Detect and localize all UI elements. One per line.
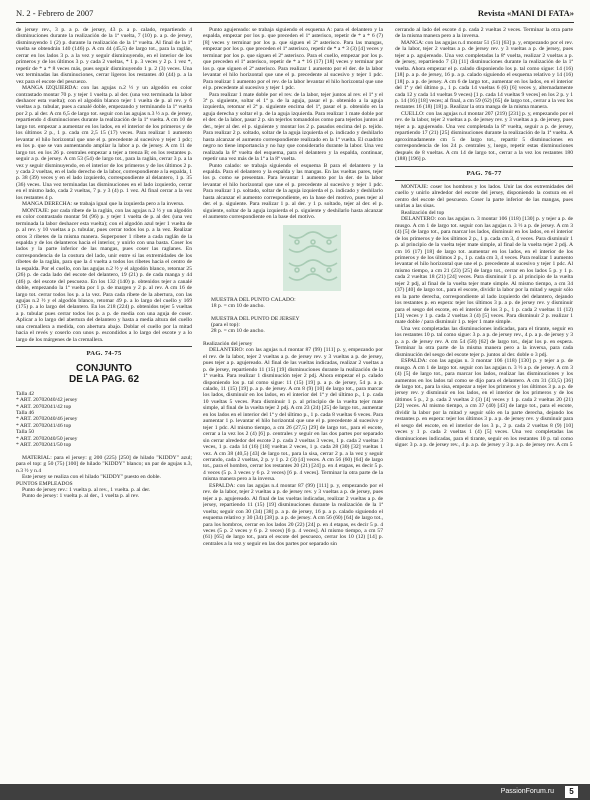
size-label: Talla 42: [16, 390, 35, 397]
paragraph: MONTAJE: coser los hombros y los lados. Unir las dos extremidades del cuello y unirlo alrededor del escote del jersey, disponiendo la costura en el centro del escote del pescuezo. Coser la parte inferior de las mangas, pues unirlas a las sisas.: [395, 183, 573, 210]
article-code: * ART. 20702040/50 jersey: [16, 435, 78, 442]
issue-date: N. 2 - Febrero de 2007: [16, 8, 94, 18]
size-label: Talla 46: [16, 410, 35, 417]
page-header: [16, 8, 574, 22]
paragraph: ESPALDA: con las agujas n. 3 montar 106 (118) [130] p. y tejer a p. de musgo. A cm 1 de largo tot. seguir con las agujas n. 3 ½ a p. de jersey. A cm 3 (4) [5] de largo tot., para marcar los lados, realizar las disminuciones y los aumentos en los lados tal como se dijo para el delantero. A cm 31 (33,5) [36] de largo tot., para la sisa, empezar a tejer los primeros y los últimos 3 p. a p. de jersey rev. y disminuir en los lados, en el interior de los primeros y de los últimos 5 p., 2 p. cada 2 vueltas 2 (3) [4] veces y 1 p. cada 2 vueltas 20 (21) [22] veces. Al mismo tiempo, a cm 37 (40) [43] de largo tot., para el escote, dividir la labor por la mitad y seguir sólo en la parte derecha, dejando los restantes p. en espera: tejer los últimos 3 p. a p. de jersey rev. y disminuir para el sesgo del escote, en el interior de los 3 p., 2 p. cada 2 vueltas 8 (9) [10] veces y 1 p. cada 2 vueltas 1 (4) [5] veces. Una vez completadas las disminuciones indicadas, para el tirante, seguir en los restantes 10 p. tal como sigue: 3 p. a p. de jersey rev., 4 p. a p. de jersey y 3 p. a p. de jersey rev. A cm 5: [395, 358, 573, 449]
paragraph: Para realizar 1 mate doble por el rev. de la labor, tejer juntos al rev. el 1ª y el 3ª p. siguiente, soltar el 1ª p. de la aguja, pasar el p. obtenido a la aguja izquierda, retomar el 2ª p. siguiente encima del 1ª, pasar el p. obtenido en la aguja derecha y soltar el p. de la aguja izquierda. Para realizar 1 mate doble por el der. de la labor, pasar 2 p. sin tejerlos tomandolos como para tejerlos juntos al der., tejer al der. el p. siguiente y montar los 2 p. pasados encima del p. tejido. Para realizar 2 p. soltado, soltar de la aguja izquierda el p. indicado y deshilarlo hasta alcanzar el aumento correspondiente realizado en la 1ª vuelta. El cuadrito negro no tiene importancia y no hay que considerarlo durante la labor. Una vez realizada la 8ª vuelta del esquema, para el delantero y la espalda, continuar, repetir una vez más de la 1ª a la 8ª vuelta.: [203, 91, 383, 163]
size-list: [16, 391, 192, 449]
paragraph: MONTAJE: por cada ribete de la raglán, con las agujas n.2 ½ y un algodón en color contrastado montar 94 (96) p. y tejer 1 vuelta de p. al der. (una vez terminada la labor deshacer esta vuelta); con el algodón azul tejer 1 vuelta de p. al rev. y 10 vueltas a p. tubular, pues cerrar todos los p. a la vez. Realizar otros 3 ribetes de la misma manera. Superponer 1 ribete a cada raglán de la espalda y de los delanteros hacia el interior, y unirlo con una basta. Coser los lados y la parte inferior de las mangas, pues coser las raglanes. En correspondencia de la costura del lado, unir entre sí las extremidades de los ribetes de la raglán, para que la 4 vuelta a todos los ribetes hacia el centro de la espalda. Por el cuello, con las agujas n.2 ½ y el algodón blanco, retomar 25 (26) p. de cada lado del escote del delantero, 19 (21) p. de cada manga y 44 (46) p. del escote del pescuezo. En los 132 (140) p. obtenidos tejer a canalé doble, empezando la 1ª vuelta por 1 p. de margen y 2 p. al rev. A cm 16 de largo tot. cerrar todos los p. a la vez. Para cada ribete de la abertura, con las agujas n.2 ½ y el algodón blanco, retomar 49 p. a lo largo del cuello y 169 (175) p. a lo largo del delantero. En los 218 (224) p. obtenidos tejer 5 vueltas a p. tubular pues cerrar todos los p. a p. de media con una aguja de coser. Aplicar a lo largo del abertura del delantero y hasta a media altura del cuello una cremallera a medida, con abertura abajo. Doblar el cuello por la mitad hacia el revés y coserlo con unos p. escondidos a lo largo del escote y a lo largo de los márgenes de la cremallera.: [16, 207, 192, 343]
paragraph: de jersey rev., 3 p. a p. de jersey, 43 p. a p. calado, repartiendo 4 disminuciones durante la realización de la 1ª vuelta, 7 (10) p. a p. de jersey, disminuyendo 1 (2) p. durante la realización de la 1ª vuelta. Al final de la 1ª vuelta se obtendrán 140 (146) p. A cm 44 (45,5) de largo tot., para la raglán, cerrar en los lados 3 p. a la vez y seguir disminuyendo, en el interior de los primeros y de los últimos 3 p. y cada 2 vueltas, * 1 p. 3 veces y 2 p. 1 vez *, repetir de * a * 8 veces más, pues seguir disminuyendo 1 p. 2 (3) veces. Una vez terminadas las disminuciones, cerrar ligeros los restantes 40 (44) p. a la vez para el escote del pescuezo.: [16, 27, 192, 85]
header-rule: [16, 22, 574, 23]
paragraph: DELANTERO: con las agujas n. 3 montar 106 (118) [130] p. y tejer a p. de musgo. A cm 1 de largo tot. seguir con las agujas n. 3 ½ a p. de jersey. A cm 3 (4) [5] de largo tot., para marcar los lados, disminuir en los lados, en el interior de los primeros y de los últimos 2 p., 1 p. cada cm 3, 4 veces. Para disminuir 1 p. al principio de la vuelta tejer mate simple, al final de la vuelta tejer 2 pdj. A cm 16 (17) [18] de largo tot. aumentar en los lados, en el interior de los primeros y de los últimos 2 p., 1 p. cada cm 3, 4 veces. Para realizar 1 aumento levantar el hilo horizontal que une el p. precedente al sucesivo y tejer 1 pdc. Al mismo tiempo, a cm 21 (23) [25] de largo tot., cerrar en los lados 5 p. y 1 p. cada 2 vueltas 18 (21) [24] veces. Para disminuir 1 p. al principio de la vuelta tejer 2 pdj, al final de la vuelta tejer mate simple. Al mismo tiempo, a cm 34 (37) [40] de largo tot., para el escote, dividir la labor por la mitad y seguir sólo en la parte derecha, correspondiente al lado izquierdo del delantero, dejando los restantes p. en espera: tejer los últimos 3 p. a p. de jersey rev. y disminuir para el sesgo del escote, en el interior de los 3 p., 1 p. cada 2 vueltas 11 (12) [13] veces y 1 p. cada 2 vueltas 3 (4) [5] veces. Para disminuir 2 p. realizar 1 mate doble / para disminuir 1 p. tejer 1 mate simple.: [395, 216, 573, 326]
magazine-title: Revista «MANI DI FATA»: [477, 8, 574, 18]
paragraph: MATERIAL: para el jersey: g 200 (225) [250] de hilado "KIDDY" azul; para el top: g 50 (75) [100] de hilado "KIDDY" blanco; un par de agujas n.3, n.3 ½ y n.4: [16, 454, 192, 474]
page-footer: [0, 784, 590, 800]
caption-line: 18 p. = cm 10 de ancho.: [211, 303, 265, 310]
stitch-swatch-image: [283, 225, 341, 291]
article-code: * ART. 20702040/46 jersey: [16, 416, 78, 423]
paragraph: ESPALDA: con las agujas n.4 montar 87 (99) [111] p. y, empezando por el rev. de la labor, tejer 2 vueltas a p. de jersey rev. y 3 vueltas a p. de jersey, pues tejer a p. agujereado. Al final de las vueltas indicadas, realizar 2 vueltas a p. de jersey, repartiendo 11 (15) [19] disminuciones durante la realización de la 1ª vuelta; seguir con 30 (34) [38] p. a p. de jersey, 16 p. a p. calado siguiendo el esquema relativo y 30 (34) [38] p. a p. de jersey. A cm 56 (60) [64] de largo tot., para los hombros, cerrar en los lados 20 (22) [24] p. en 4 etapas, es decir 5 p. 4 veces (5 p. 2 veces y 6 p. 2 veces) [6 p. 4 veces]. Al mismo tiempo, a cm 57 (61) [65] de largo tot., para el escote del pescuezo, cerrar los 10 (12) [14] p. centrales a la vez y seguir en las dos partes por separado sin: [203, 482, 383, 547]
subheading: PUNTOS EMPLEADOS: [16, 480, 73, 487]
paragraph: MANGA: con las agujas n.4 montar 51 (51) [63] p. y, empezando por el rev. de la labor, tejer 2 vueltas a p. de jersey rev. y 3 vueltas a p. de jersey, pues tejer a p. agujereado. Una vez completadas la 8ª vuelta, realizar 2 vueltas a p. de jersey, repartiendo 7 (3) [11] disminuciones durante la realización de la 1ª vuelta. Ahora empezar el p. calado disponiendo los p. tal como sigue: 14 (16) [18] p. a p. de jersey, 16 p. a p. calado siguiendo el esquema relativo y 14 (16) [18] p. a p. de jersey. A cm 6 de largo tot., aumentar en los lados, en el interior del 1ª y del último p., 1 p. cada 14 vueltas 6 (6) [6] veces y, alternadamente cada 12 y cada 14 vueltas 9 veces) [1 p. cada 14 vueltas 9 veces] en los 2 p. y 1 p. 14 (16) [18] veces; al final, a cm 59 (62) [65] de largo tot., cerrar a la vez los restantes 16 (18) [18] p. Realizar la otra manga de la misma manera.: [395, 39, 573, 111]
article-code: * ART. 20702040/42 jersey: [16, 397, 78, 404]
section-title: [16, 363, 192, 385]
paragraph: CUELLO: con las agujas n.4 montar 207 (219) [231] p. y, empezando por el rev. de la labor, tejer 2 vueltas a p. de jersey rev. y 3 vueltas a p. de jersey, pues tejer a p. agujereado. Una vez completada la 8ª vuelta, seguir a p. de jersey, repartiendo 17 (21) [25] disminuciones durante la realización de la 1ª vuelta. A aproximadamente cm 5 de largo tot., repartir 5 disminuciones en correspondencia de los 24 p. centrales y, luego, repetir estas disminuciones después de 8 vueltas. A cm 14 de largo tot., cerrar a la vez los restantes 180 (188) [196] p.: [395, 110, 573, 163]
page-number: 5: [565, 786, 578, 798]
column-left: [16, 27, 192, 767]
caption-line: MUESTRA DEL PUNTO CALADO:: [211, 296, 296, 303]
swatch-caption: [211, 297, 383, 335]
section-title-line: DE LA PAG. 62: [68, 373, 139, 385]
column-middle: [203, 27, 383, 787]
divider: [395, 180, 573, 181]
article-code: * ART. 20702041/42 top: [16, 403, 72, 410]
size-label: Talla 50: [16, 429, 35, 436]
paragraph: Punto de jersey: 1 vuelta p. al der., 1 vuelta p. al rev.: [22, 493, 140, 500]
paragraph: Este jersey se realiza con el hilado "KIDDY" puesto en doble.: [22, 474, 161, 481]
page-ref: PAG. 76-77: [466, 169, 502, 177]
divider: [395, 166, 573, 167]
page-ref: PAG. 74-75: [86, 350, 122, 358]
article-code: * ART. 20702041/46 top: [16, 422, 72, 429]
paragraph: Punto de jersey rev.: 1 vuelta p. al rev., 1 vuelta. p. al der.: [22, 487, 151, 493]
paragraph: Punto calado: se trabaja siguiendo el esquema B para el delantero y la espalda. Para el delantero y la espalda y las mangas. En las vueltas pares, tejer los p. como se presentan. Para levantar 1 aumento por la der. de la labor levantar el hilo horizontal que une el p. precedente al sucesivo y tejer 1 pdc. Para realizar 1 p. soltado, soltar de la aguja izquierda el p. indicado y deshilarlo hasta alcanzar el aumento correspondiente, en la base del motivo, pues tejer al der. el p. siguiente. Para realizar 1 p. al der. y 1 p. soltado, tejer al der. el p. siguiente, soltar de la aguja izquierda el p. siguiente y deshilarlo hasta alcanzar el aumento correspondiente en la base del motivo.: [203, 162, 383, 221]
watermark-site: PassionForum.ru: [500, 788, 554, 795]
paragraph: cerrando al lado del escote 4 p. cada 2 vueltas 2 veces. Terminar la otra parte de la misma manera pero a la inversa.: [395, 27, 573, 40]
paragraph: Punto agujereado: se trabaja siguiendo el esquema A: para el delantero y la espalda, empezar por los p. que preceden el 1ª asterisco, repetir de * a * 6 (7) [8] veces y terminar por los p. que siguen el 2ª asterisco. Para las mangas, empezar por los p. que preceden el 1ª asterisco, repetir de * a * 3 (3) [4] veces y terminar por los p. que siguen el 2ª asterisco. Para el cuello, empezar por los p. que preceden el 1ª asterisco, repetir de * a * 16 (17) [18] veces y terminar por los p. que siguen el 2ª asterisco. Para realizar 1 aumento por el der. de la labor levantar el hilo horizontal que une el p. precedente al sucesivo y tejer 1 pdc. Para realizar 1 aumento por el rev. de la labor levantar el hilo horizontal que une el p. precedente al sucesivo y tejer 1 pdc.: [203, 27, 383, 92]
caption-line: 28 p. = cm 10 de ancho.: [211, 328, 265, 335]
paragraph: Una vez completadas las disminuciones indicadas, para el tirante, seguir en los restantes 10 p. tal como sigue: 3 p. a p. de jersey rev., 4 p. a p. de jersey y 3 p. a p. de jersey rev. A cm 54 (58) [62] de largo tot., dejar los p. en espera. Terminar la otra parte de la misma manera pero a la inversa, para cada disminución del sesgo del escote tejer p. juntos al der. doble o 3 pdj.: [395, 325, 573, 358]
divider: [16, 346, 192, 347]
caption-line: (para el top):: [211, 321, 240, 328]
article-code: * ART. 20702041/50 top: [16, 442, 72, 449]
subheading: Realización del top: [401, 209, 445, 216]
paragraph: MANGA DERECHA: se trabaja igual que la izquierda pero a la inversa.: [22, 201, 185, 208]
paragraph: MANGA IZQUIERDA: con las agujas n.2 ½ y un algodón en color contrastado montar 70 p. y tejer 1 vuelta p. al der. (una vez terminada la labor deshacer esta vuelta); con el algodón blanco tejer 1 vuelta de p. al rev. y 6 vueltas a p. tubular, pues a canalé doble, empezando y terminando la 1ª vuelta por 2 p. al der. A cm 6,5 de largo tot. seguir con las agujas n.3 ½ a p. de jersey, repartiendo 4 disminuciones durante la realización de la 1ª vuelta. A cm 10 de largo tot. empezar a aumentar en los lados, en el interior de los primeros y de los últimos 2 p., 1 p. cada cm 2,5 15 (17) veces. Para realizar 1 aumento levantar el hilo horizontal que une el p. precedente al sucesivo y tejer 1 pdc; en los p. que se van aumentando ampliar la labor a p. de jersey. A cm 11 de largo tot. en los 26 p. centrales empezar a tejer a trenza B; en los restantes p. seguir a p. de jersey. A cm 53 (54) de largo tot., para la raglán, cerrar 3 p. a la vez y seguir disminuyendo, en el interior de los primeros y de los últimos 2 p. y cada 2 vueltas, en el lado derecho de la labor, correspondiente a la espalda, 1 p. 38 (39) veces y en el lado izquierdo, correspondiente al delantero, 1 p. 35 (36) veces. Una vez terminadas las disminuciones en el lado izquierdo, cerrar en el mismo lado, cada 2 vueltas, 7 p. y 3 (4) p. 1 vez. Al final cerrar a la vez los restantes 4 p.: [16, 85, 192, 201]
section-title-line: CONJUNTO: [76, 362, 132, 374]
column-right: [395, 27, 573, 787]
paragraph: DELANTERO: con las agujas n.4 montar 87 (99) [111] p. y, empezando por el rev. de la labor, tejer 2 vueltas a p. de jersey rev. y 3 vueltas a p. de jersey, pues tejer a p. agujereado. Al final de las vueltas indicadas, realizar 2 vueltas a p. de jersey, repartiendo 11 (15) [19] disminuciones durante la realización de la 1ª vuelta. Para realizar 1 disminución tejer 2 pdj. Ahora empezar el p. calado disponiendo los p. tal como sigue: 11 (15) [19] p. a p. de jersey, 54 p. a p. calado, 11 (15) [19] p. a p. de jersey. A cm 8 (9) [10] de largo tot., para marcar los lados, disminuir en los lados, en el interior del 1ª y del último p., 1 p. cada 10 vueltas 5 veces. Para disminuir 1 p. al principio de la vuelta tejer mate simple, al final de la vuelta tejer 2 pdj. A cm 23 (24) [25] de largo tot., aumentar en los lados en el interior del 1ª y del último p., 1 p. cada 8 vueltas 6 veces. Para aumentar 1 p. levantar el hilo horizontal que une el p. precedente al sucesivo y tejer 1 pdc. Al mismo tiempo, a cm 26 (27,5) [29] de largo tot., para el escote, cerrar a la vez los 2 (4) [6] p. centrales y seguir en las dos partes por separado sin cerrar alrededor del escote 2 p. cada 2 vueltas 3 veces, 1 p. cada 2 vueltas 3 veces, 1 p. cada 14 (16) [18] vueltas 2 veces, 1 p. cada 28 (30) [32] vueltas 1 vez. A cm 38 (40,5) [43] de largo tot., para la sisa, cerrar 2 p. a la vez y seguir cerrando, cada 2 vueltas, 2 p. y 1 p. 2 (3) [4] veces. A cm 56 (60) [64] de largo tot., para el hombro, cerrar los restantes 20 (21) [24] p. en 4 etapas, es decir 5 p. 4 veces (5 p. 3 veces y 6 p. 2 veces) [6 p. 4 veces]. Terminar la otra parte de la misma manera pero a la inversa.: [203, 347, 383, 483]
subheading: Realización del jersey: [203, 340, 253, 347]
caption-line: MUESTRA DEL PUNTO DE JERSEY: [211, 315, 300, 322]
